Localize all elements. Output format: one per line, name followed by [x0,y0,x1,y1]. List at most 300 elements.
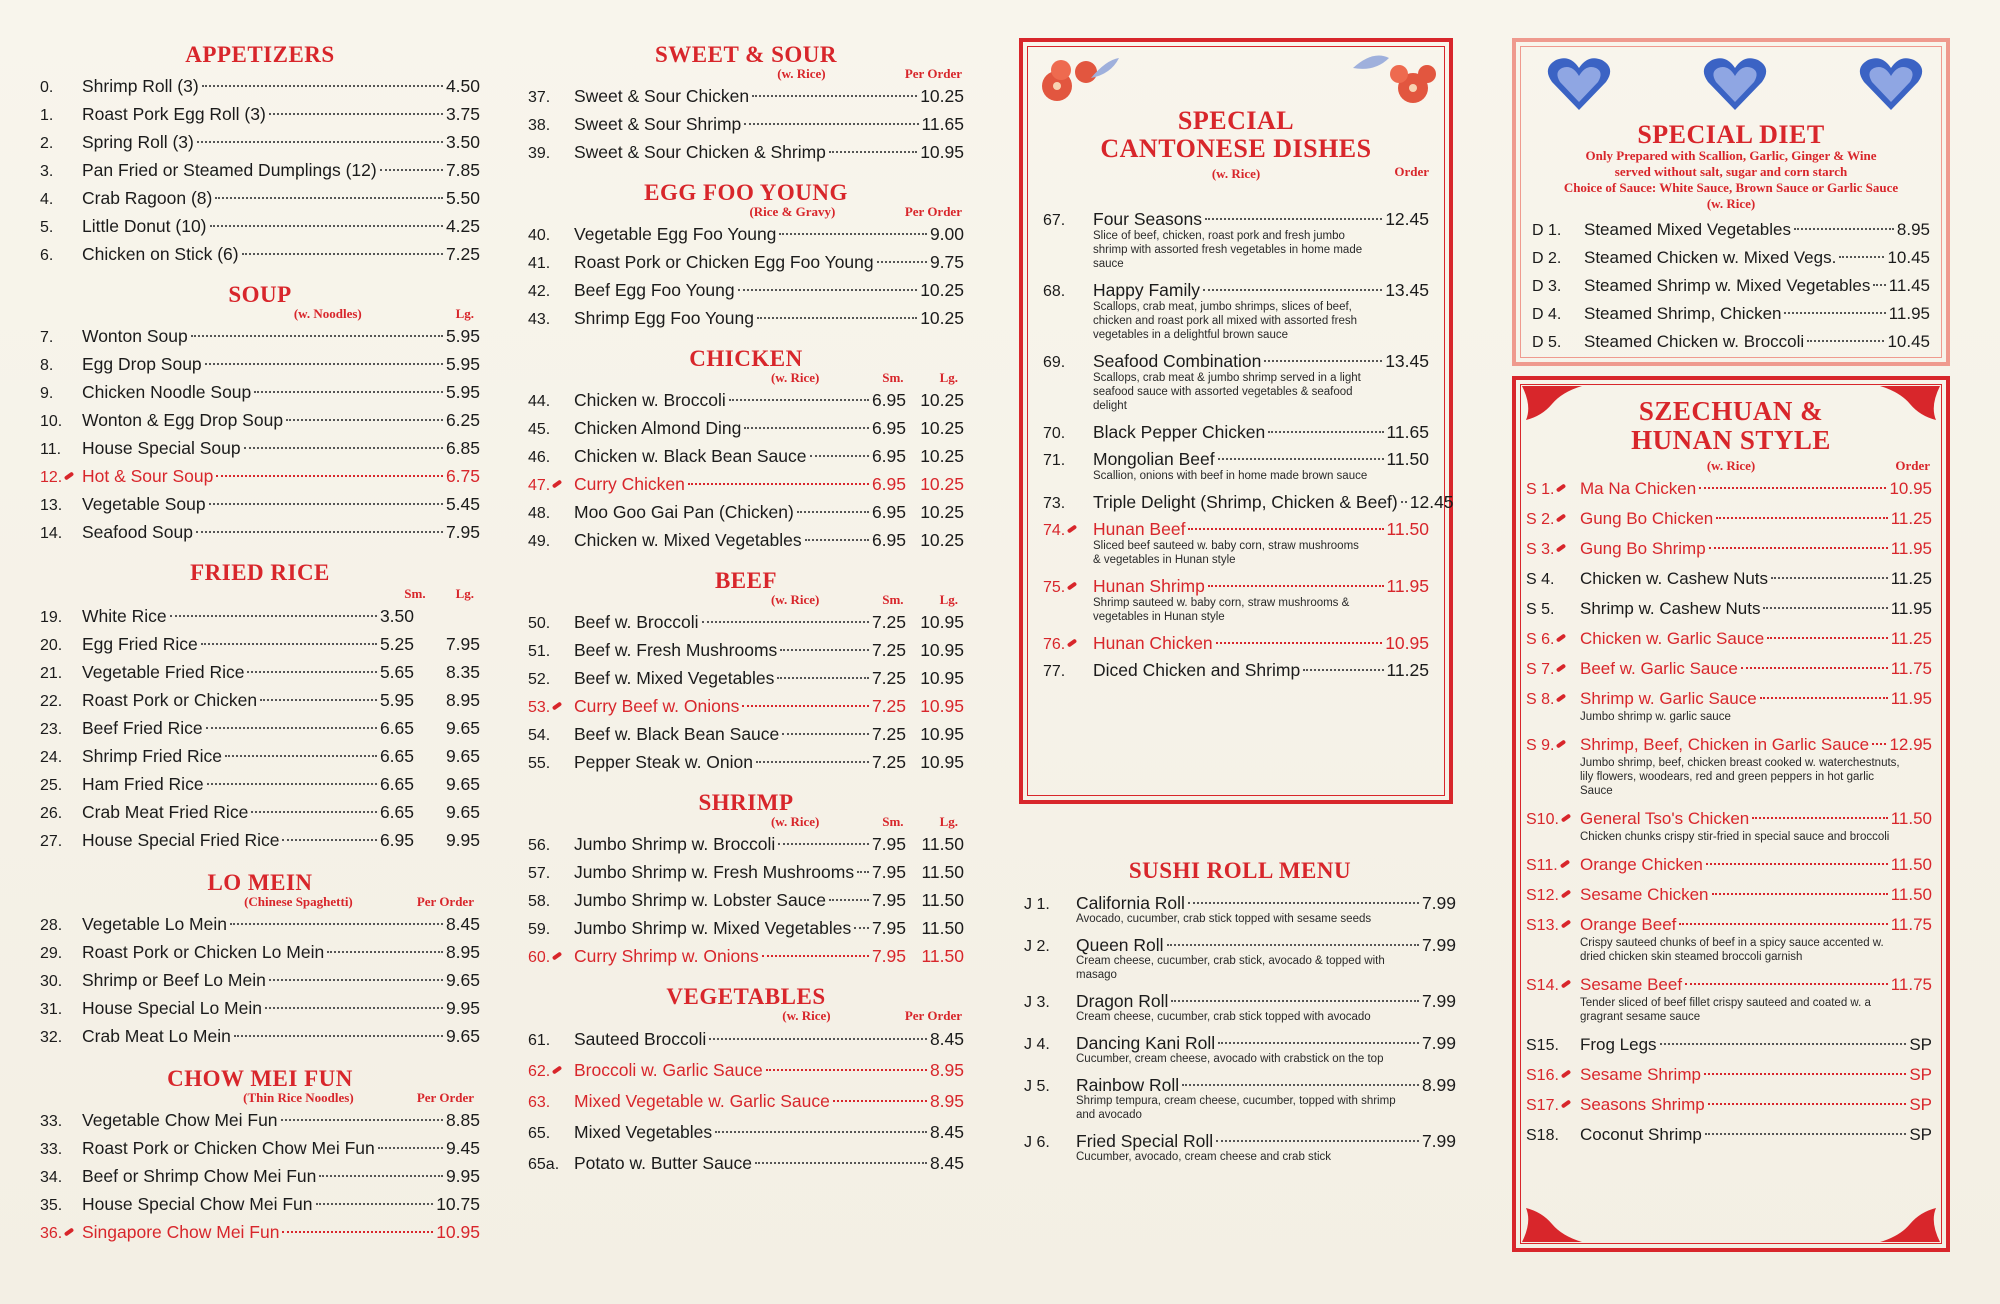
item-name: Curry Beef w. Onions [574,696,740,716]
item-number: 10. [40,413,63,430]
menu-item [40,994,480,1022]
item-name: Steamed Chicken w. Mixed Vegs. [1584,248,1837,267]
chow-mei-fun-subtitle: (Thin Rice Noodles) [243,1090,354,1105]
item-price: SP [1909,1065,1932,1084]
item-name: Steamed Chicken w. Broccoli [1584,332,1805,351]
item-number: S 4. [1526,571,1555,588]
menu-item [528,942,964,970]
menu-item [40,212,480,240]
item-name: Triple Delight (Shrimp, Chicken & Beef) [1093,492,1398,512]
egg-foo-young-col-header: Per Order [904,204,962,219]
hot-pepper-icon [1556,513,1566,522]
item-description: Cucumber, avocado, cream cheese and crab stick [1076,1151,1332,1163]
item-price: 7.25 [445,244,480,264]
price-large: 10.95 [920,724,964,744]
item-price: SP [1909,1125,1932,1144]
item-price: 8.95 [929,1060,964,1080]
lo-mein-list [40,910,480,1050]
price-small: 6.95 [871,390,906,410]
item-number: 65a. [528,1156,560,1173]
dot-leader [1872,743,1886,745]
price-large: 9.65 [445,774,480,794]
item-name: Black Pepper Chicken [1093,422,1266,442]
price-small: 7.95 [871,946,906,966]
item-number: 9. [40,385,54,402]
hot-pepper-icon [1559,859,1569,868]
item-name: Roast Pork Egg Roll (3) [82,104,266,124]
item-price: 3.50 [445,132,480,152]
item-number: 46. [528,449,551,466]
item-number: 35. [40,1197,63,1214]
dot-leader [197,141,443,143]
item-number: J 5. [1024,1078,1050,1095]
dot-leader [1708,1103,1907,1105]
item-name: Seasons Shrimp [1580,1095,1705,1114]
dot-leader [688,483,869,485]
item-number: S 7. [1526,655,1580,685]
dot-leader [251,811,377,813]
price-large: 8.95 [445,690,480,710]
item-price: 12.45 [1409,492,1454,512]
beef-subtitle: (w. Rice) [770,592,820,607]
price-large: 10.25 [920,530,964,550]
dot-leader [715,1131,927,1133]
item-price: 11.50 [1386,519,1429,539]
menu-item [528,386,964,414]
dot-leader [738,289,918,291]
dot-leader [744,123,918,125]
menu-item [528,858,964,886]
item-name: Chicken on Stick (6) [82,244,239,264]
item-name: Roast Pork or Chicken [82,690,258,710]
dot-leader [327,951,443,953]
dot-leader [234,1035,443,1037]
price-large: 10.25 [920,474,964,494]
item-name: Beef w. Garlic Sauce [1580,659,1738,678]
item-description: Sliced beef sauteed w. baby corn, straw mushrooms & vegetables in Hunan style [1093,540,1359,566]
item-name: Steamed Mixed Vegetables [1584,220,1791,239]
item-name: Sesame Chicken [1580,885,1709,904]
dot-leader [1709,547,1888,549]
price-large: 10.25 [920,418,964,438]
item-name: Curry Shrimp w. Onions [574,946,759,966]
menu-item [528,110,964,138]
item-name: Orange Chicken [1580,855,1703,874]
item-price: 8.45 [929,1153,964,1173]
item-name: Steamed Shrimp w. Mixed Vegetables [1584,276,1871,295]
item-number: S 6. [1526,625,1580,655]
dot-leader [316,1203,434,1205]
dot-leader [225,755,377,757]
item-number: S 8. [1526,685,1580,715]
menu-item [1532,216,1930,244]
item-price: 11.65 [1386,422,1429,442]
dot-leader [1188,528,1383,530]
menu-item [528,692,964,720]
item-price: 7.99 [1421,991,1456,1011]
menu-item [40,100,480,128]
item-name: Spring Roll (3) [82,132,194,152]
item-name: Crab Meat Fried Rice [82,802,249,822]
dot-leader [282,839,376,841]
price-small: 7.95 [871,834,906,854]
item-price: 12.45 [1385,209,1429,229]
dot-leader [780,649,869,651]
dot-leader [709,1038,927,1040]
menu-item [40,742,480,770]
item-name: Curry Chicken [574,474,685,494]
menu-item [528,636,964,664]
menu-item [40,240,480,268]
dot-leader [260,699,377,701]
dot-leader [269,979,443,981]
item-number: S12. [1526,881,1580,911]
item-description: Cream cheese, cucumber, crab stick topped with avocado [1076,1011,1371,1023]
hot-pepper-icon [1561,919,1571,928]
item-price: 11.95 [1888,304,1930,323]
menu-item [40,826,480,854]
item-description: Shrimp tempura, cream cheese, cucumber, topped with shrimp and avocado [1076,1095,1396,1121]
chow-mei-fun-col-header: Per Order [416,1090,474,1105]
menu-item [40,490,480,518]
item-name: Roast Pork or Chicken Lo Mein [82,942,325,962]
item-number: 24. [40,749,63,766]
dot-leader [1208,585,1384,587]
cantonese-box [1019,38,1453,804]
item-price: 10.75 [436,1194,480,1214]
dot-leader [1216,1140,1419,1142]
item-name: Dragon Roll [1076,991,1169,1011]
item-number: 67. [1043,212,1066,229]
price-small: 6.95 [871,474,906,494]
hot-pepper-icon [1561,1099,1571,1108]
item-price: 8.95 [929,1091,964,1111]
item-name: Beef w. Fresh Mushrooms [574,640,778,660]
hot-pepper-icon [1067,638,1077,647]
cantonese-title-line1: SPECIAL [1177,106,1295,135]
item-number: 51. [528,643,551,660]
menu-item [1526,1030,1932,1060]
item-price: 9.75 [929,252,964,272]
szechuan-title-line2: HUNAN STYLE [1631,425,1831,455]
item-name: Hot & Sour Soup [82,466,214,486]
item-number: 6. [40,247,54,264]
price-small: 3.50 [379,606,414,626]
price-small: 5.65 [379,662,414,682]
shrimp-lg-header: Lg. [939,814,958,829]
chicken-list [528,386,964,554]
item-name: Four Seasons [1093,209,1202,229]
item-name: Jumbo Shrimp w. Mixed Vegetables [574,918,852,938]
dot-leader [1203,289,1382,291]
menu-item [40,406,480,434]
item-number: S17. [1526,1091,1580,1121]
item-number: 21. [40,665,63,682]
item-name: Sweet & Sour Chicken [574,86,750,106]
item-name: Coconut Shrimp [1580,1125,1702,1144]
item-description: Crispy sauteed chunks of beef in a spicy sauce accented w. dried chicken skin steamed broccoli garnish [1580,937,1884,963]
dot-leader [254,391,443,393]
dot-leader [1171,1000,1419,1002]
menu-item [40,350,480,378]
item-description: Cream cheese, cucumber, crab stick, avocado & topped with masago [1076,955,1385,981]
price-large: 10.95 [920,696,964,716]
dot-leader [1873,284,1885,286]
item-number: 75. [1043,574,1093,601]
dot-leader [766,1069,927,1071]
special-diet-box [1512,38,1950,366]
dot-leader [1752,817,1887,819]
hot-pepper-icon [1561,1069,1571,1078]
item-name: Ham Fried Rice [82,774,204,794]
item-name: Vegetable Lo Mein [82,914,227,934]
item-number: J 4. [1024,1036,1050,1053]
item-price: 11.75 [1890,659,1932,678]
item-number: 48. [528,505,551,522]
item-number: 40. [528,227,551,244]
hot-pepper-icon [1561,813,1571,822]
shrimp-subtitle: (w. Rice) [770,814,820,829]
szechuan-title-line1: SZECHUAN & [1638,396,1824,426]
menu-item [528,720,964,748]
menu-item [1526,1060,1932,1090]
lo-mein-subtitle: (Chinese Spaghetti) [244,894,353,909]
item-name: House Special Fried Rice [82,830,280,850]
menu-item [528,1148,964,1179]
menu-item [1526,474,1932,504]
column-2 [528,0,964,1179]
item-description: Jumbo shrimp w. garlic sauce [1580,711,1731,723]
item-name: House Special Lo Mein [82,998,262,1018]
dot-leader [196,531,443,533]
price-large: 10.95 [920,612,964,632]
item-price: 5.45 [445,494,480,514]
item-number: 47. [528,472,574,500]
dot-leader [202,85,443,87]
menu-item [1526,1090,1932,1120]
sweet-sour-title: SWEET & SOUR [655,42,837,67]
menu-item [528,664,964,692]
dot-leader [216,475,443,477]
hot-pepper-icon [552,951,562,960]
item-number: J 3. [1024,994,1050,1011]
item-name: Vegetable Egg Foo Young [574,224,777,244]
item-number: 26. [40,805,63,822]
heart-decoration-icon [1544,54,1614,114]
item-price: 9.65 [445,970,480,990]
menu-item [40,434,480,462]
item-price: 11.50 [1890,855,1932,874]
item-name: House Special Soup [82,438,241,458]
item-price: 9.45 [445,1138,480,1158]
dot-leader [877,261,927,263]
item-price: 5.50 [445,188,480,208]
corner-ornament-icon [1880,1192,1940,1242]
hot-pepper-icon [1556,739,1566,748]
special-diet-subtitle: (w. Rice) [1706,196,1756,211]
item-price: 11.25 [1890,509,1932,528]
item-price: 11.50 [1386,449,1429,469]
item-number: 8. [40,357,54,374]
dot-leader [1268,431,1383,433]
menu-item [40,462,480,490]
item-number: 53. [528,694,574,722]
item-price: 11.25 [1890,629,1932,648]
item-price: 11.50 [1890,809,1932,828]
menu-item [40,1218,480,1246]
item-price: 11.65 [921,114,964,134]
item-price: 12.95 [1889,735,1932,754]
item-name: Mongolian Beef [1093,449,1215,469]
item-number: 0. [40,79,54,96]
dot-leader [1712,893,1888,895]
dot-leader [833,1100,927,1102]
item-price: 13.45 [1385,351,1429,371]
price-small: 6.65 [379,774,414,794]
hot-pepper-icon [552,1065,562,1074]
item-price: 8.45 [929,1029,964,1049]
item-number: 5. [40,219,54,236]
item-name: Singapore Chow Mei Fun [82,1222,280,1242]
menu-item [528,138,964,166]
price-large: 10.25 [920,502,964,522]
dot-leader [1771,577,1888,579]
item-number: 54. [528,727,551,744]
price-large: 10.95 [920,752,964,772]
item-price: 7.99 [1421,935,1456,955]
menu-item [528,748,964,776]
item-number: 19. [40,609,63,626]
item-name: Hunan Shrimp [1093,576,1205,596]
price-small: 7.95 [871,890,906,910]
item-name: Frog Legs [1580,1035,1657,1054]
item-number: 71. [1043,452,1066,469]
price-large: 10.25 [920,390,964,410]
dot-leader [1218,1042,1419,1044]
item-price: 11.25 [1890,569,1932,588]
item-number: 63. [528,1094,551,1111]
hot-pepper-icon [1556,483,1566,492]
egg-foo-young-subtitle: (Rice & Gravy) [749,204,836,219]
item-number: 44. [528,393,551,410]
item-price: 9.00 [929,224,964,244]
item-number: S 3. [1526,535,1580,565]
menu-item [528,886,964,914]
item-number: 68. [1043,283,1066,300]
cantonese-col-header: Order [1394,164,1429,179]
hot-pepper-icon [1067,524,1077,533]
item-name: Sauteed Broccoli [574,1029,707,1049]
cantonese-subtitle: (w. Rice) [1211,166,1261,181]
item-price: 11.50 [1890,885,1932,904]
dot-leader [782,733,869,735]
item-name: Crab Ragoon (8) [82,188,213,208]
item-number: 65. [528,1125,551,1142]
item-price: 5.95 [445,326,480,346]
dot-leader [1660,1043,1907,1045]
dot-leader [230,923,443,925]
item-name: Beef or Shrimp Chow Mei Fun [82,1166,317,1186]
fried-rice-title: FRIED RICE [190,560,330,585]
item-number: 41. [528,255,551,272]
item-number: 11. [40,441,62,458]
item-description: Scallion, onions with beef in home made brown sauce [1093,470,1368,482]
menu-item [1043,657,1429,684]
menu-item [528,914,964,942]
menu-item [40,1162,480,1190]
dot-leader [756,761,869,763]
item-number: 62. [528,1056,574,1087]
lo-mein-col-header: Per Order [416,894,474,909]
item-price: 11.95 [1890,539,1932,558]
item-number: 69. [1043,354,1066,371]
menu-item [40,714,480,742]
price-large: 11.50 [921,946,964,966]
item-number: 4. [40,191,54,208]
item-name: Wonton & Egg Drop Soup [82,410,284,430]
dot-leader [829,151,917,153]
item-price: 6.25 [445,410,480,430]
price-small: 6.95 [871,502,906,522]
item-name: Sweet & Sour Chicken & Shrimp [574,142,826,162]
soup-subtitle: (w. Noodles) [293,306,362,321]
item-price: 13.45 [1385,280,1429,300]
dot-leader [779,233,927,235]
dot-leader [1216,642,1383,644]
item-number: 58. [528,893,551,910]
item-price: 11.75 [1890,915,1932,934]
item-number: 59. [528,921,551,938]
item-number: 13. [40,497,63,514]
dot-leader [762,955,869,957]
menu-item [40,1190,480,1218]
dot-leader [269,113,443,115]
item-price: 7.99 [1421,1033,1456,1053]
price-small: 7.25 [871,724,906,744]
dot-leader [1218,458,1384,460]
item-name: White Rice [82,606,167,626]
item-name: Egg Drop Soup [82,354,202,374]
dot-leader [1704,1073,1906,1075]
menu-item [528,608,964,636]
item-name: Rainbow Roll [1076,1075,1180,1095]
menu-item [40,630,480,658]
item-name: Egg Fried Rice [82,634,198,654]
item-name: Sweet & Sour Shrimp [574,114,742,134]
price-small: 7.25 [871,752,906,772]
shrimp-sm-header: Sm. [882,814,904,829]
item-number: 56. [528,837,551,854]
special-diet-note-1: Only Prepared with Scallion, Garlic, Ginger & Wine [1585,148,1877,163]
price-large: 9.65 [445,746,480,766]
special-diet-note-2: served without salt, sugar and corn starch [1614,164,1848,179]
item-price: 7.99 [1421,893,1456,913]
item-name: Seafood Combination [1093,351,1262,371]
item-description: Avocado, cucumber, crab stick topped with sesame seeds [1076,913,1372,925]
sweet-sour-subtitle: (w. Rice) [777,66,826,81]
hot-pepper-icon [1556,663,1566,672]
beef-list [528,608,964,776]
item-number: 20. [40,637,63,654]
item-name: Shrimp Egg Foo Young [574,308,754,328]
item-number: S14. [1526,971,1580,1001]
menu-item [528,248,964,276]
item-description: Shrimp sauteed w. baby corn, straw mushrooms & vegetables in Hunan style [1093,597,1350,623]
item-name: Diced Chicken and Shrimp [1093,660,1301,680]
menu-item [1532,300,1930,328]
soup-col-header: Lg. [455,306,474,321]
price-large: 10.95 [920,640,964,660]
